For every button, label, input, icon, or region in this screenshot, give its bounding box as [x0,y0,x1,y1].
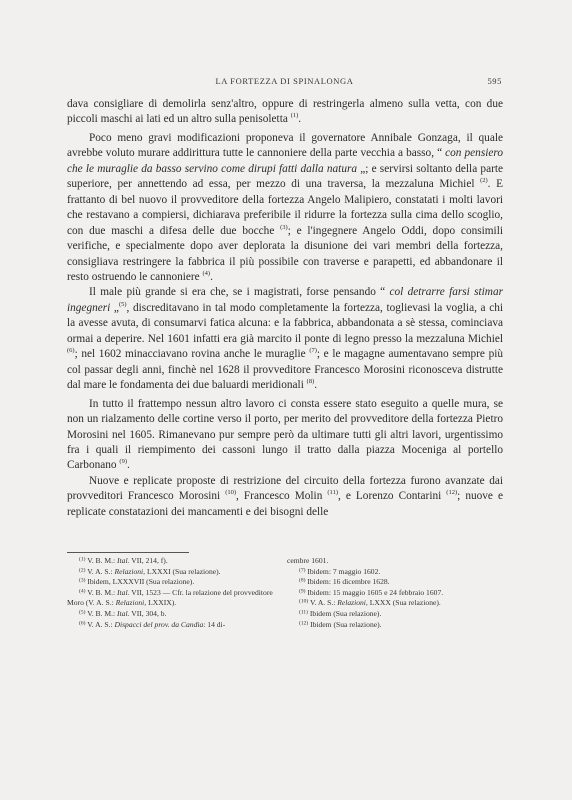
footnote [287,620,503,631]
text-run: : 14 di- [203,619,226,629]
text-run: Ibidem, LXXXVII (Sua relazione). [87,577,195,587]
text-run: In tutto il frattempo nessun altro lavoro ci consta essere stato eseguito a quelle mura, se non un rialzamento delle cortine verso il porto, per merito del provveditore della fortezza Pietro Morosini nel 1605. Rimanevano pur sempre però da ultimare tutti gli altri lavori, urgentissimo fra i quali il riempimento dei cassoni lungo il tratto dalla piazza Moceniga al portello Carbonano [67,397,503,472]
footnote [287,588,503,599]
footnote-ref: (6) [67,347,75,355]
text-run: V. B. M.: [87,608,118,618]
italic-quote: Relazioni, [114,566,146,576]
italic-quote: Dispacci del prov. da Candia [114,619,204,629]
text-run: . [210,270,213,283]
footnote-number: (10) [299,598,309,605]
text-run: ; nel 1602 minacciavano rovina anche le muraglie [74,348,310,361]
text-run: ; nuove e replicate constatazioni dei mancamenti e dei bisogni delle [67,490,503,518]
italic-quote: Relazioni, [115,598,147,608]
text-run: . E frattanto di bel nuovo il provveditore della fortezza Angelo Malipiero, constatati i molti lavori che restavano a compiersi, dichiarava preferibile il ridurre la fortezza sulla cima dello scoglio, con due maschi a difesa delle due bocche [67,178,503,237]
footnote [287,556,503,567]
text-run: . [298,113,302,126]
text-run: V. A. S.: [87,619,115,629]
footnote-rule [67,552,189,553]
footnote [287,577,503,588]
footnote-ref: (12) [446,489,458,497]
italic-quote: Ital. [117,608,130,618]
text-run: , Francesco Molin [236,490,328,503]
footnotes-right-column [287,556,503,630]
text-run: V. B. M.: [87,587,118,597]
text-run: Ibidem (Sua relazione). [310,619,382,629]
text-run: Ibidem: 7 maggio 1602. [307,566,381,576]
footnote [67,577,273,588]
page-number: 595 [487,76,502,86]
text-run: , discreditavano in tal modo completamente la fortezza, toglievasi la voglia, a chi la avesse avuta, di consumarvi fatica alcuna: e la fabbrica, abbandonata a sè stessa, cominciava ormai a deperire. Nel 1601 infatti era già marcito il ponte di legno presso la mezzaluna Michiel [67,301,503,345]
text-run: LXXIX). [146,598,177,608]
footnote-ref: (3) [280,223,288,231]
text-run: LXXXI (Sua relazione). [145,566,221,576]
footnotes [67,556,503,630]
text-run: . [127,459,130,472]
text-run: ; e l'ingegnere Angelo Oddi, dopo consimili verifiche, e specialmente dopo aver deplorata la disunione dei vari membri della fortezza, consigliava restringere la fabbrica il più possibile con traverse e parapetti, ed abbandonare il resto ostruendo le cannoniere [67,224,503,283]
italic-quote: col detrarre farsi stimar ingegneri [67,286,503,314]
footnote-ref: (9) [119,458,127,466]
text-run: ; e le magagne aumentavano sempre più col passar degli anni, finchè nel 1628 il provveditore Francesco Morosini riconosceva distrutte dal mare le fondamenta dei due baluardi meridionali [67,348,504,392]
text-run: Poco meno gravi modificazioni proponeva il governatore Annibale Gonzaga, il quale avrebbe voluto murare addirittura tutte le cannoniere della parte vecchia a basso, “ [67,131,503,160]
italic-quote: Relazioni, [337,598,368,608]
main-text [67,97,503,520]
footnote-ref: (8) [306,378,315,386]
footnote [67,556,273,567]
text-run: „; e servirsi soltanto della parte superiore, per annettendo ad essa, per mezzo di una traversa, la mezzaluna Michiel [67,162,503,191]
running-title: LA FORTEZZA DI SPINALONGA [215,76,354,86]
text-run: Il male più grande si era che, se i magistrati, forse pensando “ [89,286,390,299]
text-run: Ibidem: 16 dicembre 1628. [307,577,390,587]
text-run: V. B. M.: [87,556,118,565]
text-run: „ [110,301,119,314]
footnote-ref: (10) [225,489,237,497]
footnote-ref: (11) [327,489,338,497]
footnote-number: (9) [299,588,306,595]
text-run: , e Lorenzo Contarini [337,490,447,503]
italic-quote: Ital. [117,587,130,597]
footnote [287,609,503,620]
footnote-number: (7) [299,567,306,574]
italic-quote: con pensiero che le muraglie da basso servino come dirupi fatti dalla natura [67,147,503,175]
text-run: VII, 304, b. [129,608,167,618]
text-run: Ibidem (Sua relazione). [309,608,382,618]
footnotes-left-column [67,556,273,630]
italic-quote: Ital. [117,556,130,565]
paragraph [67,97,503,128]
footnote [67,588,273,609]
footnote [67,609,273,620]
paragraph [67,285,503,393]
footnote-number: (12) [299,620,309,627]
text-run: V. A. S.: [309,598,338,608]
text-run: VII, 1523 — Cfr. la relazione del provveditore Moro (V. A. S.: [67,587,273,608]
footnote-number: (8) [299,577,306,584]
footnote-ref: (2) [480,177,488,185]
text-run: V. A. S.: [87,566,115,576]
text-run: Nuove e replicate proposte di restrizione del circuito della fortezza furono avanzate dai provveditori Francesco Morosini [67,474,503,503]
footnote-number: (6) [79,620,86,627]
footnote [67,620,273,631]
footnote-number: (3) [79,577,86,584]
paragraph [67,131,503,286]
paragraph [67,397,503,474]
footnote [287,598,503,609]
text-run: VII, 214, f). [129,556,168,565]
footnote [287,567,503,578]
footnote-number: (1) [79,556,86,563]
footnote-number: (4) [79,588,86,595]
footnote-ref: (4) [202,269,211,277]
footnote-number: (5) [79,609,86,616]
footnote-number: (11) [299,609,308,616]
footnote-ref: (1) [290,112,299,120]
footnote-number: (2) [79,567,86,574]
text-run: cembre 1601. [287,556,329,565]
footnote-ref: (5) [118,300,127,308]
footnote-ref: (7) [309,347,317,355]
footnote [67,567,273,578]
text-run: . [314,379,318,392]
paragraph [67,474,503,520]
text-run: Ibidem: 15 maggio 1605 e 24 febbraio 1607. [307,587,444,597]
text-run: dava consigliare di demolirla senz'altro, oppure di restringerla almeno sulla vetta, con due piccoli maschi ai lati ed un altro sulla penisoletta [67,98,503,126]
text-run: LXXX (Sua relazione). [367,598,441,608]
